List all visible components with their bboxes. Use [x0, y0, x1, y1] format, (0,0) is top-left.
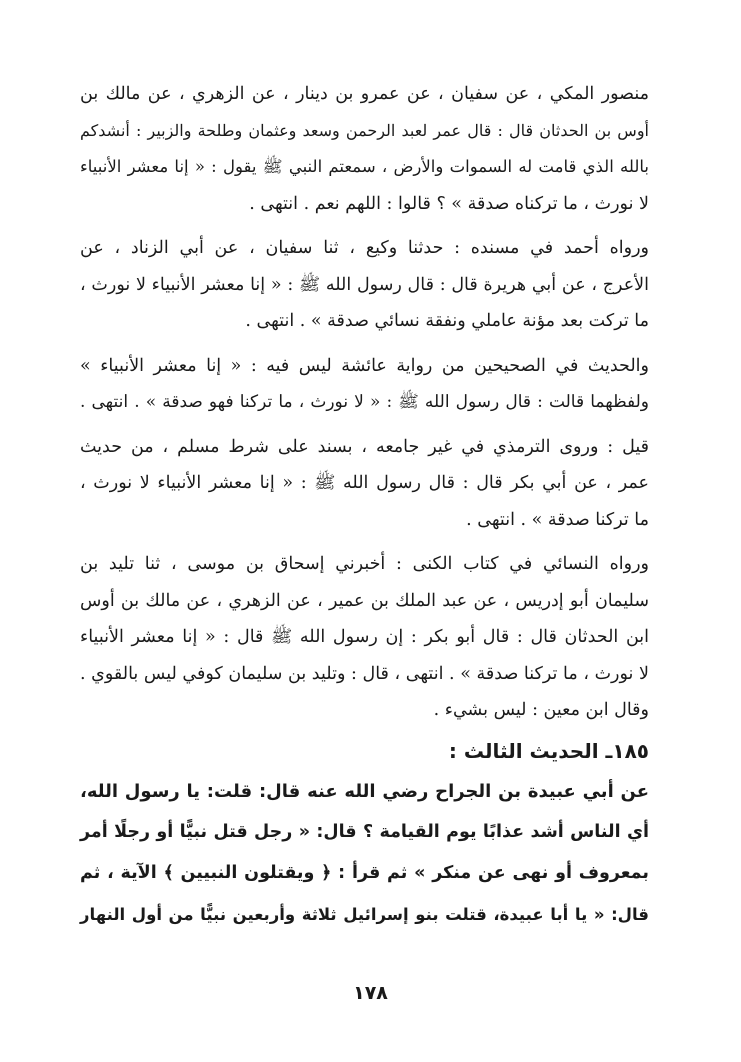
- text-line: ورواه أحمد في مسنده : حدثنا وكيع ، ثنا سفيان ، عن أبي الزناد ، عن: [80, 238, 649, 258]
- text-line: بالله الذي قامت له السموات والأرض ، سمعتم النبي ﷺ يقول : « إنا معشر الأنبياء: [80, 157, 649, 176]
- text-line: أوس بن الحدثان قال : قال عمر لعبد الرحمن وسعد وعثمان وطلحة والزبير : أنشدكم: [80, 120, 649, 140]
- hadith-line: أي الناس أشد عذابًا يوم القيامة ؟ قال: « رجل قتل نبيًّا أو رجلًا أمر: [80, 821, 649, 842]
- paragraph-2: [80, 230, 649, 340]
- hadith-line: بمعروف أو نهى عن منكر » ثم قرأ : ﴿ ويقتلون النبيين ﴾ الآية ، ثم: [80, 862, 649, 883]
- text-line: ورواه النسائي في كتاب الكنى : أخبرني إسحاق بن موسى ، ثنا تليد بن: [80, 554, 649, 574]
- text-line: ما تركت بعد مؤنة عاملي ونفقة نسائي صدقة » . انتهى .: [245, 311, 649, 331]
- hadith-line: عن أبي عبيدة بن الجراح رضي الله عنه قال: قلت: يا رسول الله،: [80, 780, 649, 802]
- hadith-text: [80, 771, 649, 935]
- hadith-heading: ١٨٥ـ الحديث الثالث :: [448, 738, 649, 763]
- text-line: لا نورث ، ما تركناه صدقة » ؟ قالوا : اللهم نعم . انتهى .: [249, 193, 649, 214]
- text-line: وقال ابن معين : ليس بشيء .: [433, 700, 649, 720]
- text-line: قيل : وروى الترمذي في غير جامعه ، بسند على شرط مسلم ، من حديث: [80, 436, 649, 457]
- page-body: [80, 76, 649, 935]
- paragraph-5: [80, 546, 649, 729]
- text-line: عمر ، عن أبي بكر قال : قال رسول الله ﷺ : « إنا معشر الأنبياء لا نورث ،: [80, 473, 649, 493]
- paragraph-1: [80, 76, 649, 222]
- paragraph-4: [80, 429, 649, 539]
- hadith-line: قال: « يا أبا عبيدة، قتلت بنو إسرائيل ثلاثة وأربعين نبيًّا من أول النهار: [80, 904, 649, 924]
- text-line: ولفظهما قالت : قال رسول الله ﷺ : « لا نورث ، ما تركنا فهو صدقة » . انتهى .: [80, 392, 649, 412]
- text-line: منصور المكي ، عن سفيان ، عن عمرو بن دينار ، عن الزهري ، عن مالك بن: [80, 84, 649, 104]
- text-line: لا نورث ، ما تركنا صدقة » . انتهى ، قال : وتليد بن سليمان كوفي ليس بالقوي .: [80, 663, 649, 684]
- text-line: الأعرج ، عن أبي هريرة قال : قال رسول الله ﷺ : « إنا معشر الأنبياء لا نورث ،: [80, 274, 649, 295]
- text-line: سليمان أبو إدريس ، عن عبد الملك بن عمير ، عن الزهري ، عن مالك بن أوس: [80, 590, 649, 611]
- text-line: والحديث في الصحيحين من رواية عائشة ليس فيه : « إنا معشر الأنبياء »: [80, 355, 649, 376]
- text-line: ابن الحدثان قال : قال أبو بكر : إن رسول الله ﷺ قال : « إنا معشر الأنبياء: [80, 627, 649, 647]
- page-number: ١٧٨: [353, 982, 388, 1004]
- text-line: ما تركنا صدقة » . انتهى .: [466, 509, 649, 530]
- paragraph-3: [80, 348, 649, 421]
